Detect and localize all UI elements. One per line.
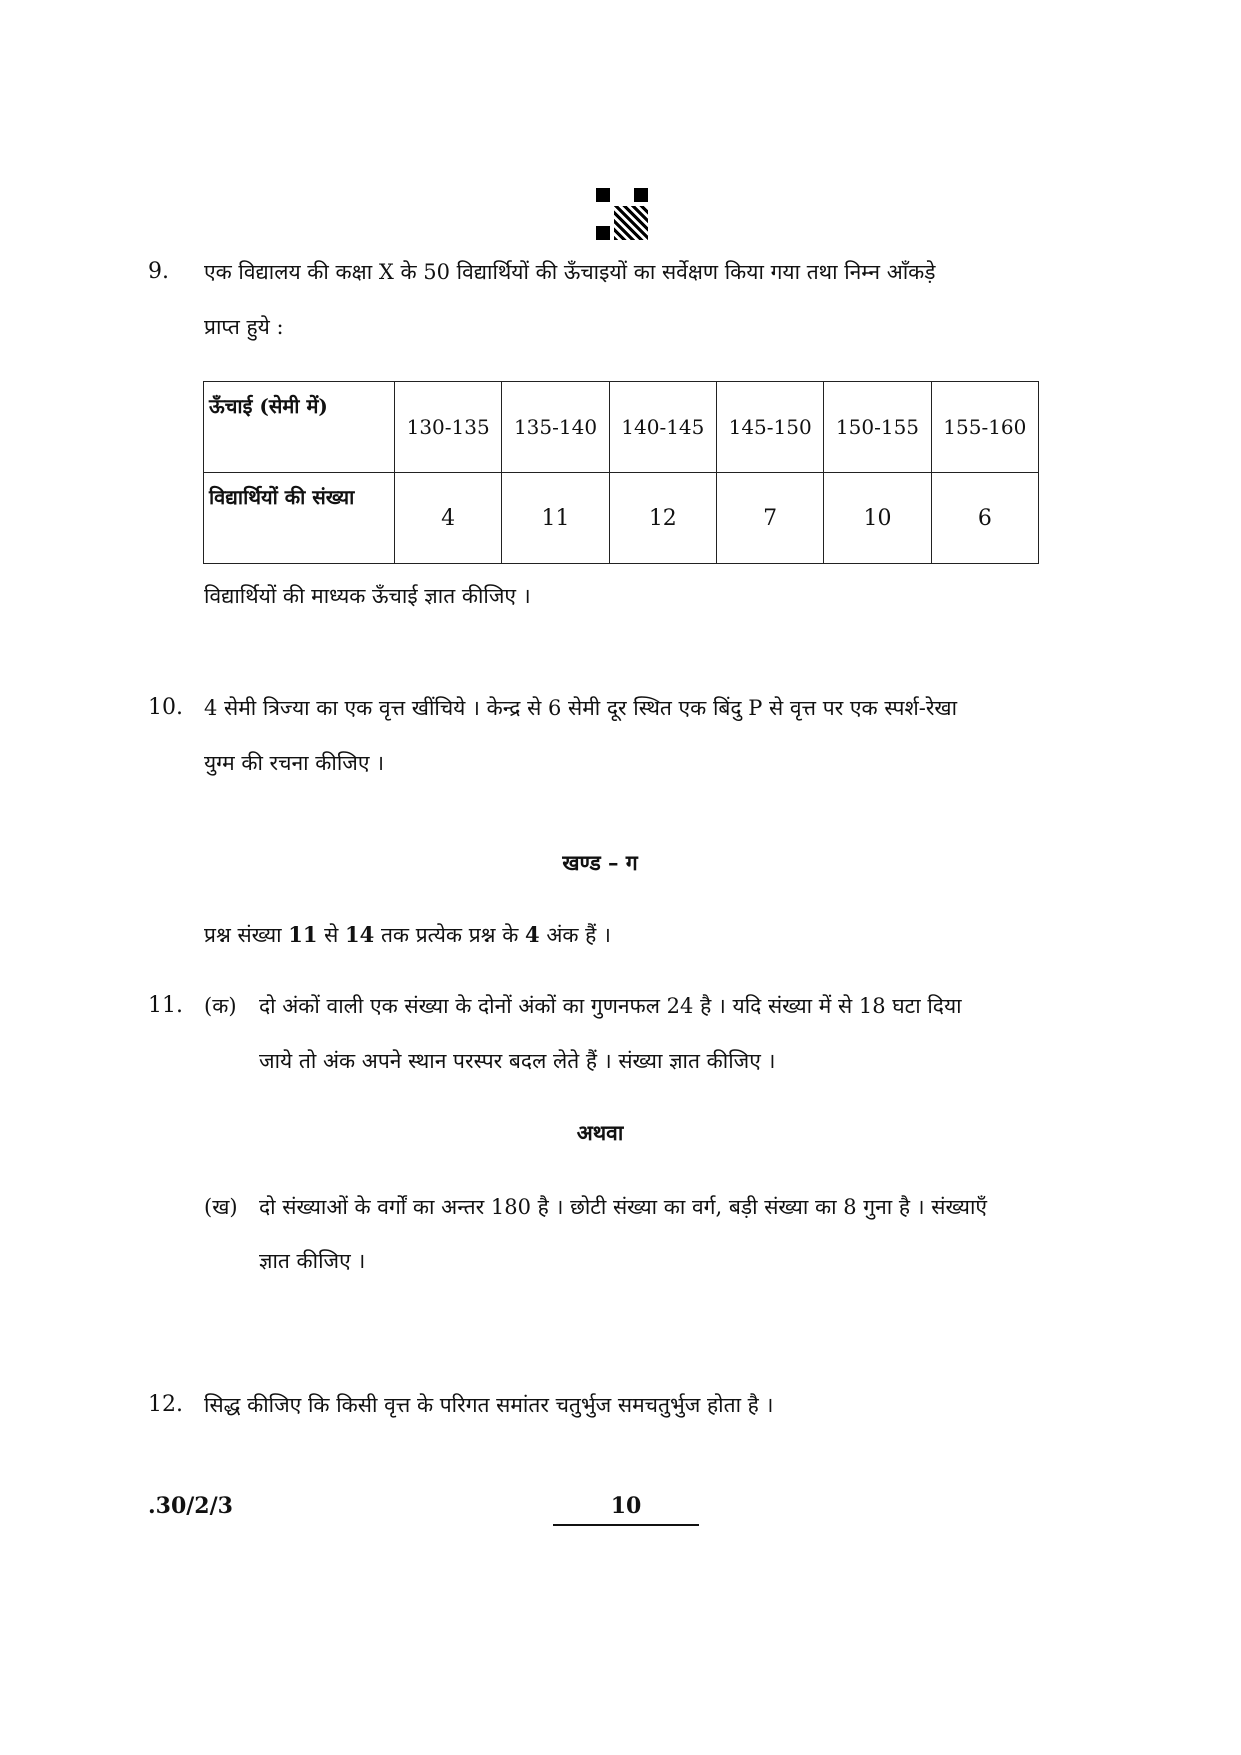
table-row-heights <box>204 382 1039 473</box>
instruction-number: 11 <box>288 922 318 947</box>
instruction-text: प्रश्न संख्या <box>204 923 289 947</box>
q11-a-line1: दो अंकों वाली एक संख्या के दोनों अंकों का गुणनफल 24 है । यदि संख्या में से 18 घटा दिया <box>259 994 962 1018</box>
q12-text: सिद्ध कीजिए कि किसी वृत्त के परिगत समांतर चतुर्भुज समचतुर्भुज होता है । <box>204 1393 774 1417</box>
q11-a-label: (क) <box>204 994 237 1018</box>
count-cell: 11 <box>502 473 609 564</box>
class-cell: 145-150 <box>716 382 823 473</box>
instruction-number: 4 <box>525 922 540 947</box>
page-number-underline <box>553 1524 699 1526</box>
q11-b-line2: ज्ञात कीजिए । <box>259 1249 366 1273</box>
height-frequency-table <box>203 381 1039 564</box>
paper-code: .30/2/3 <box>148 1493 233 1519</box>
q9-instruction: विद्यार्थियों की माध्यक ऊँचाई ज्ञात कीजिए । <box>204 584 531 608</box>
page-number: 10 <box>610 1493 642 1519</box>
count-cell: 6 <box>931 473 1038 564</box>
row-header-count: विद्यार्थियों की संख्या <box>204 473 395 564</box>
q9-line2: प्राप्त हुये : <box>204 315 284 339</box>
count-cell: 12 <box>609 473 716 564</box>
q9-line1: एक विद्यालय की कक्षा X के 50 विद्यार्थियों की ऊँचाइयों का सर्वेक्षण किया गया तथा निम्न आँकड़े <box>204 260 936 284</box>
count-cell: 7 <box>716 473 823 564</box>
q11-b-line1: दो संख्याओं के वर्गों का अन्तर 180 है । छोटी संख्या का वर्ग, बड़ी संख्या का 8 गुना है । संख्याएँ <box>259 1195 988 1219</box>
section-instruction <box>204 920 611 950</box>
or-label: अथवा <box>576 1120 624 1145</box>
instruction-text: तक प्रत्येक प्रश्न के <box>374 923 526 947</box>
class-cell: 155-160 <box>931 382 1038 473</box>
class-cell: 130-135 <box>395 382 502 473</box>
q12-number: 12. <box>148 1392 183 1417</box>
instruction-text: अंक हैं । <box>539 923 611 947</box>
instruction-text: से <box>317 923 346 947</box>
section-title: खण्ड – ग <box>562 850 638 875</box>
instruction-number: 14 <box>345 922 375 947</box>
count-cell: 10 <box>824 473 931 564</box>
q11-number: 11. <box>148 993 183 1018</box>
q10-line1: 4 सेमी त्रिज्या का एक वृत्त खींचिये । केन्द्र से 6 सेमी दूर स्थित एक बिंदु P से वृत्त पर एक स्पर्श-रेखा <box>204 696 958 720</box>
q10-number: 10. <box>148 695 183 720</box>
q11-a-line2: जाये तो अंक अपने स्थान परस्पर बदल लेते हैं । संख्या ज्ञात कीजिए । <box>259 1049 776 1073</box>
q10-line2: युग्म की रचना कीजिए । <box>204 751 385 775</box>
table-row-counts <box>204 473 1039 564</box>
class-cell: 150-155 <box>824 382 931 473</box>
q9-number: 9. <box>148 259 169 284</box>
row-header-height: ऊँचाई (सेमी में) <box>204 382 395 473</box>
qr-code <box>596 188 648 240</box>
q11-b-label: (ख) <box>204 1195 238 1219</box>
class-cell: 135-140 <box>502 382 609 473</box>
class-cell: 140-145 <box>609 382 716 473</box>
count-cell: 4 <box>395 473 502 564</box>
